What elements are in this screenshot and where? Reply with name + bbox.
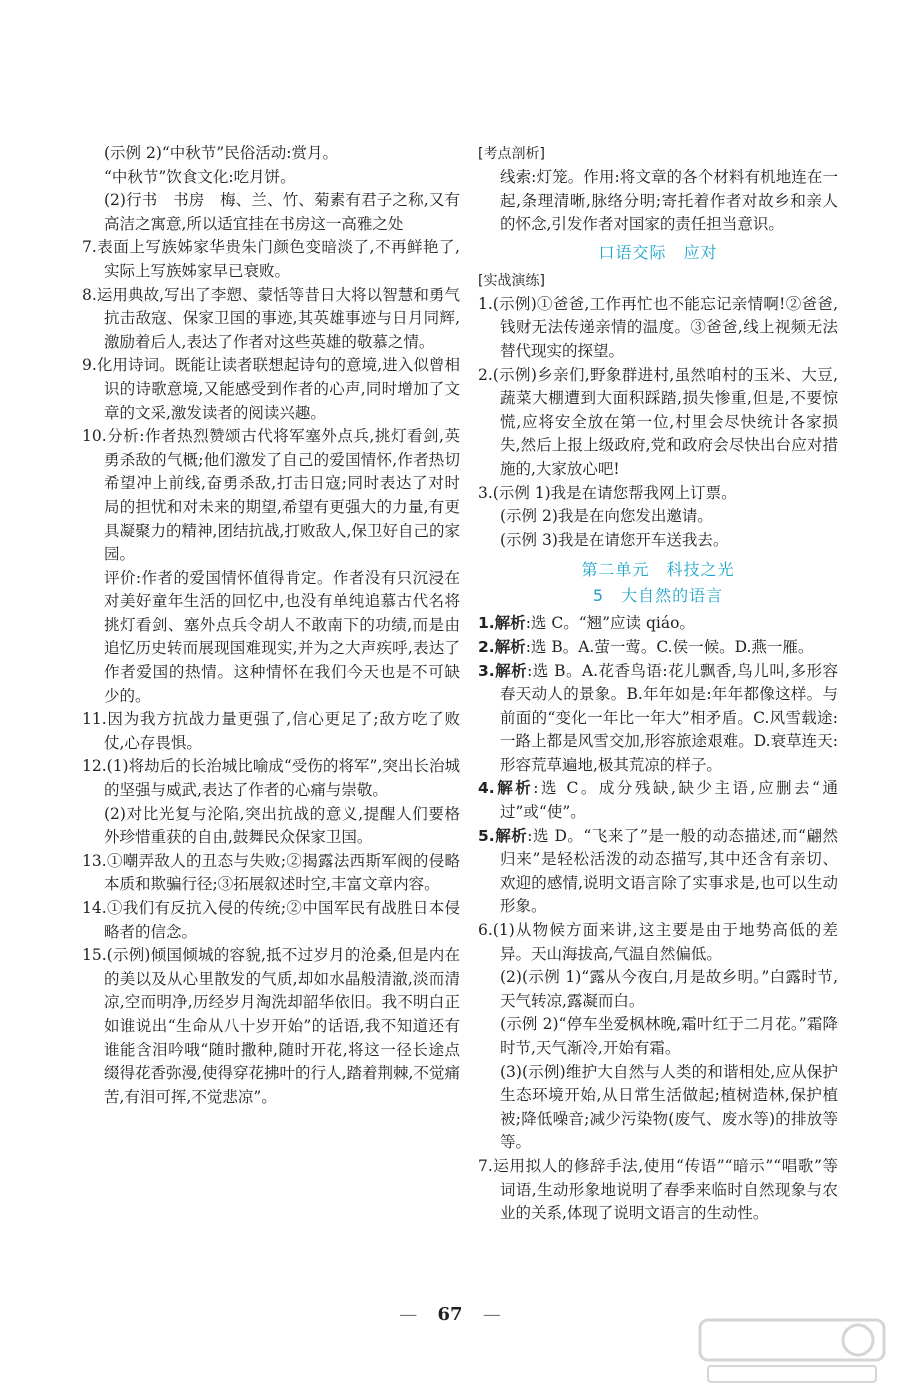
practice-item: 2.(示例)乡亲们,野象群进村,虽然咱村的玉米、大豆,蔬菜大棚遭到大面积踩踏,损失惨重,但是,不要惊慌,应将安全放在第一位,村里会尽快统计各家损失,然后上报上级政府,党和政府会尽快出台应对措施的,大家放心吧!	[478, 365, 838, 478]
left-answer-11: 11.因为我方抗战力量更强了,信心更足了;敌方吃了败仗,心存畏惧。	[82, 710, 460, 752]
later-item: 7.运用拟人的修辞手法,使用“传语”“暗示”“唱歌”等词语,生动形象地说明了春季来临时自然现象与农业的关系,体现了说明文语言的生动性。	[478, 1156, 838, 1223]
kaodian-tag: [考点剖析]	[478, 146, 545, 162]
practice-item: (示例 3)我是在请您开车送我去。	[500, 530, 729, 549]
practice-item: (示例 2)我是在向您发出邀请。	[500, 507, 713, 526]
answer-text: :选 C。“翘”应读 qiáo。	[525, 614, 695, 633]
answer-item	[478, 636, 838, 660]
answer-text: :选 D。“飞来了”是一般的动态描述,而“翩然归来”是轻松活泼的动态描写,其中还含有亲切、欢迎的感情,说明文语言除了实事求是,也可以生动形象。	[500, 826, 838, 916]
left-para: “中秋节”饮食文化:吃月饼。	[104, 167, 296, 186]
unit-heading: 第二单元 科技之光	[581, 560, 735, 580]
left-para: (2)对比光复与沦陷,突出抗战的意义,提醒人们要格外珍惜重获的自由,鼓舞民众保家卫国。	[104, 804, 460, 847]
left-answer-9: 9.化用诗词。既能让读者联想起诗句的意境,进入似曾相识的诗歌意境,又能感受到作者的心声,同时增加了文章的文采,激发读者的阅读兴趣。	[82, 356, 460, 422]
answer-item	[478, 777, 838, 824]
oral-heading: 口语交际 应对	[598, 242, 718, 262]
page-number: 67	[437, 1304, 463, 1325]
left-answer-12: 12.(1)将劫后的长治城比喻成“受伤的将军”,突出长治城的坚强与威武,表达了作者的心痛与崇敬。	[82, 757, 460, 800]
answer-text: :选 C。成分残缺,缺少主语,应删去“通过”或“使”。	[500, 779, 838, 822]
later-item: (2)(示例 1)“露从今夜白,月是故乡明。”白露时节,天气转凉,露凝而白。	[500, 968, 838, 1010]
left-para: (2)行书 书房 梅、兰、竹、菊素有君子之称,又有高洁之寓意,所以适宜挂在书房这一高雅之处	[104, 191, 460, 233]
left-answer-8: 8.运用典故,写出了李愬、蒙恬等昔日大将以智慧和勇气抗击敌寇、保家卫国的事迹,其英雄事迹与日月同辉,激励着后人,表达了作者对这些英雄的敬慕之情。	[82, 285, 460, 351]
answer-text: :选 B。A.萤一莺。C.侯一候。D.燕一雁。	[525, 637, 814, 656]
left-answer-15: 15.(示例)倾国倾城的容貌,抵不过岁月的沧桑,但是内在的美以及从心里散发的气质,却如水晶般清澈,淡而清凉,空而明净,历经岁月淘洗却韶华依旧。我不明白正如谁说出“生命从八十岁开始”的话语,我不知道还有谁能含泪吟哦“随时撒种,随时开花,将这一径长途点缀得花香弥漫,使得穿花拂叶的行人,踏着荆棘,不觉痛苦,有泪可挥,不觉悲凉”。	[82, 946, 460, 1106]
left-answer-14: 14.①我们有反抗入侵的传统;②中国军民有战胜日本侵略者的信念。	[82, 899, 460, 941]
right-column	[478, 142, 838, 1226]
answer-label: 2.解析	[478, 637, 526, 656]
practice-item: 1.(示例)①爸爸,工作再忙也不能忘记亲情啊!②爸爸,钱财无法传递亲情的温度。③爸爸,线上视频无法替代现实的探望。	[478, 294, 838, 360]
later-item: (3)(示例)维护大自然与人类的和谐相处,应从保护生态环境开始,从日常生活做起;植树造林,保护植被;降低噪音;减少污染物(废气、废水等)的排放等等。	[500, 1062, 838, 1152]
later-item: (示例 2)“停车坐爱枫林晚,霜叶红于二月花。”霜降时节,天气渐冷,开始有霜。	[500, 1015, 838, 1057]
lesson-heading: 5 大自然的语言	[592, 586, 724, 606]
left-answer-10: 10.分析:作者热烈赞颂古代将军塞外点兵,挑灯看剑,英勇杀敌的气概;他们激发了自己的爱国情怀,作者热切希望冲上前线,奋勇杀敌,打击日寇;同时表达了对时局的担忧和对未来的期望,希望有更强大的力量,有更具凝聚力的精神,团结抗战,打败敌人,保卫好自己的家园。	[82, 427, 460, 564]
answer-label: 3.解析	[478, 661, 528, 680]
answer-label: 4.解析	[478, 779, 534, 798]
left-para: 评价:作者的爱国情怀值得肯定。作者没有只沉浸在对美好童年生活的回忆中,也没有单纯追慕古代名将挑灯看剑、塞外点兵令胡人不敢南下的功绩,而是由追忆历史转而展现国难现实,并为之大声疾呼,表达了作者爱国的热情。这种情怀在我们今天也是不可缺少的。	[104, 568, 460, 705]
answer-label: 1.解析	[478, 614, 526, 633]
answer-item	[478, 660, 838, 778]
later-item: 6.(1)从物候方面来讲,这主要是由于地势高低的差异。天山海拔高,气温自然偏低。	[478, 921, 838, 963]
practice-tag: [实战演练]	[478, 272, 545, 289]
watermark-logo	[698, 1318, 886, 1386]
footer-dash-left: —	[399, 1304, 418, 1325]
answer-label: 5.解析	[478, 826, 528, 845]
footer-dash-right: —	[482, 1304, 501, 1325]
left-answer-13: 13.①嘲弄敌人的丑态与失败;②揭露法西斯军阀的侵略本质和欺骗行径;③拓展叙述时空,丰富文章内容。	[82, 851, 460, 894]
left-para: (示例 2)“中秋节”民俗活动:赏月。	[104, 144, 338, 162]
kaodian-text: 线索:灯笼。作用:将文章的各个材料有机地连在一起,条理清晰,脉络分明;寄托着作者对故乡和亲人的怀念,引发作者对国家的责任担当意识。	[500, 168, 838, 234]
answer-item	[478, 825, 838, 919]
practice-item: 3.(示例 1)我是在请您帮我网上订票。	[478, 483, 737, 502]
watermark-left	[196, 952, 326, 992]
answer-item	[478, 612, 838, 636]
left-answer-7: 7.表面上写族姊家华贵朱门颜色变暗淡了,不再鲜艳了,实际上写族姊家早已衰败。	[82, 238, 460, 280]
answer-text: :选 B。A.花香鸟语:花儿飘香,鸟儿叫,多形容春天动人的景象。B.年年如是:年年都像这样。与前面的“变化一年比一年大”相矛盾。C.风雪载途:一路上都是风雪交加,形容旅途艰难。D.衰草连天:形容荒草遍地,极其荒凉的样子。	[500, 661, 838, 774]
